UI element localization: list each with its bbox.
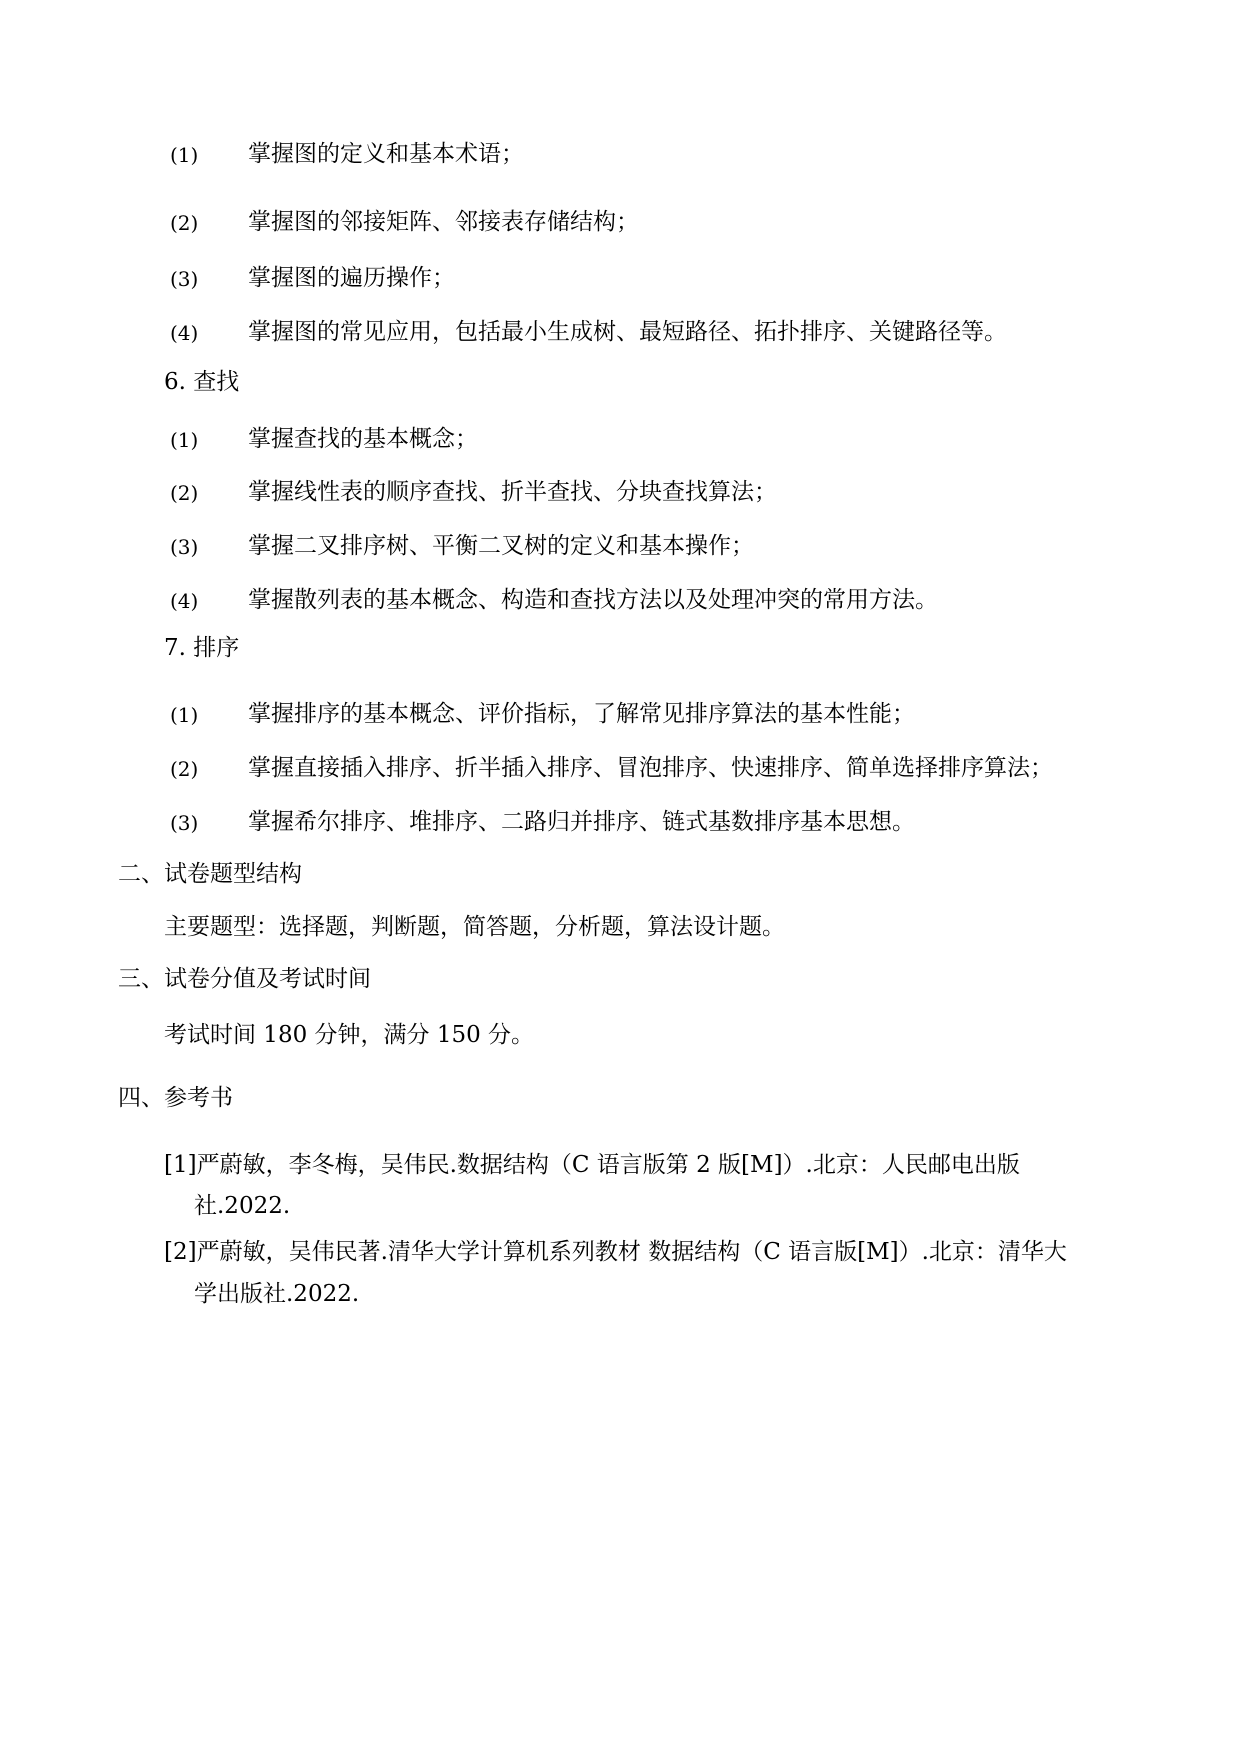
part-heading-exam-structure: 二、试卷题型结构 [118,861,302,887]
list-item-text: 掌握线性表的顺序查找、折半查找、分块查找算法； [248,479,777,505]
part-heading-references: 四、参考书 [118,1085,233,1111]
score-time-body: 考试时间 180 分钟，满分 150 分。 [164,1022,535,1048]
list-item-text: 掌握排序的基本概念、评价指标，了解常见排序算法的基本性能； [248,701,915,727]
reference-1-line1: [1]严蔚敏，李冬梅，吴伟民.数据结构（C 语言版第 2 版[M]）.北京：人民邮电出版 [164,1152,1020,1178]
list-item-number: (3) [170,811,199,835]
list-item-number: (1) [170,703,199,727]
list-item-text: 掌握查找的基本概念； [248,426,478,452]
part-heading-score-time: 三、试卷分值及考试时间 [118,966,371,992]
section-heading-sort: 7. 排序 [164,635,240,661]
list-item-text: 掌握图的邻接矩阵、邻接表存储结构； [248,209,639,235]
list-item-number: (2) [170,481,199,505]
list-item-number: (2) [170,757,199,781]
reference-1-line2: 社.2022. [194,1193,291,1219]
list-item-number: (3) [170,535,199,559]
list-item-text: 掌握希尔排序、堆排序、二路归并排序、链式基数排序基本思想。 [248,809,915,835]
reference-2-line1: [2]严蔚敏，吴伟民著.清华大学计算机系列教材 数据结构（C 语言版[M]）.北京：清华大 [164,1239,1067,1265]
list-item-text: 掌握图的定义和基本术语； [248,141,524,167]
list-item-text: 掌握图的常见应用，包括最小生成树、最短路径、拓扑排序、关键路径等。 [248,319,1007,345]
exam-structure-body: 主要题型：选择题，判断题，简答题，分析题，算法设计题。 [164,914,785,940]
list-item-number: (4) [170,589,199,613]
section-heading-search: 6. 查找 [164,369,240,395]
list-item-text: 掌握直接插入排序、折半插入排序、冒泡排序、快速排序、简单选择排序算法； [248,755,1053,781]
list-item-number: (1) [170,428,199,452]
list-item-number: (4) [170,321,199,345]
list-item-text: 掌握散列表的基本概念、构造和查找方法以及处理冲突的常用方法。 [248,587,938,613]
list-item-text: 掌握二叉排序树、平衡二叉树的定义和基本操作； [248,533,754,559]
list-item-number: (2) [170,211,199,235]
list-item-number: (1) [170,143,199,167]
list-item-text: 掌握图的遍历操作； [248,265,455,291]
reference-2-line2: 学出版社.2022. [194,1281,360,1307]
list-item-number: (3) [170,267,199,291]
